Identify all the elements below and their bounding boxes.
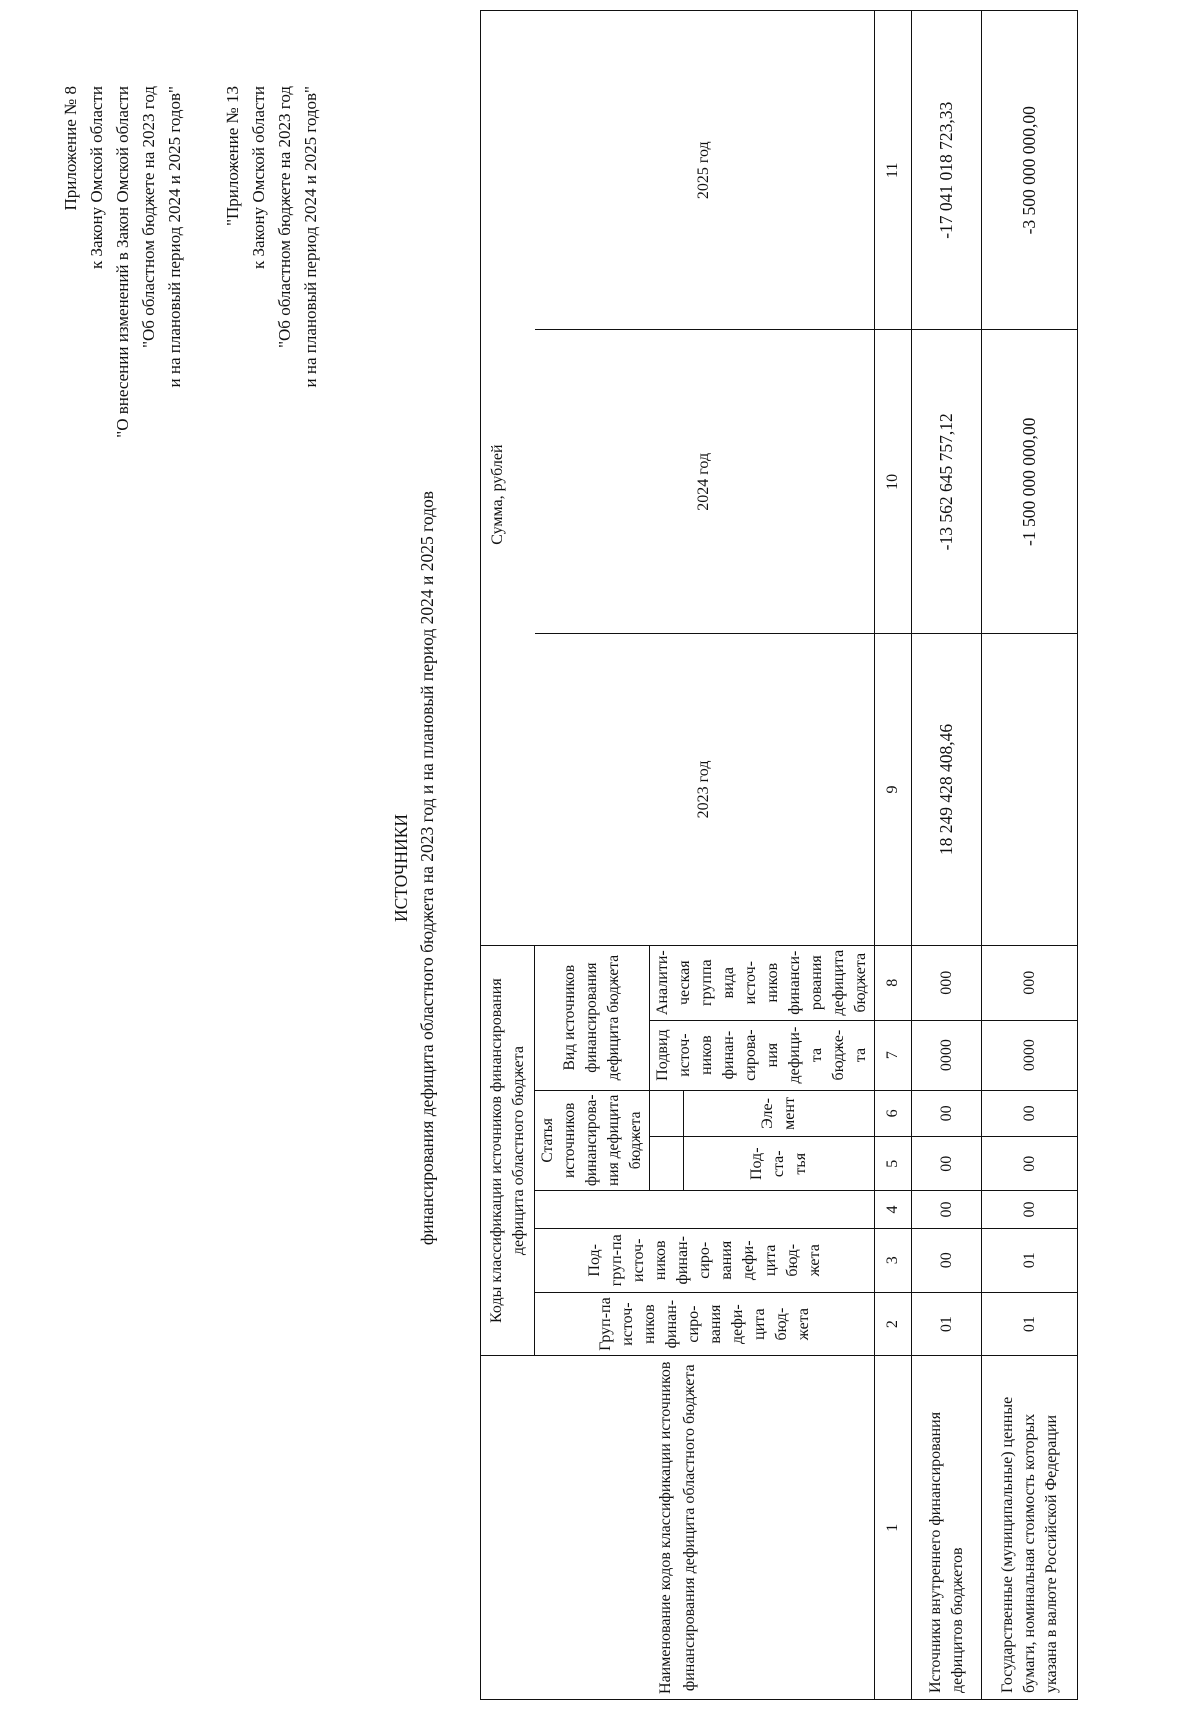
code-cell: 00	[912, 1090, 982, 1137]
header-2024-cell: 2024 год	[535, 330, 875, 634]
header-podvid-cell: Подвид источ-ников финан-сирова-ния дефици-та бюдже-та	[650, 1020, 875, 1090]
column-number: 9	[875, 634, 912, 946]
column-number: 10	[875, 330, 912, 634]
table-row	[912, 11, 982, 1700]
header-article-cell: Статья источников финансирова-ния дефицита бюджета	[535, 1090, 650, 1191]
column-number: 8	[875, 945, 912, 1020]
code-cell: 00	[912, 1228, 982, 1292]
code-cell: 0000	[982, 1020, 1078, 1090]
code-cell: 00	[912, 1137, 982, 1191]
column-number: 11	[875, 11, 912, 331]
header-substatya-cell: Под-ста-тья	[684, 1137, 875, 1191]
column-number-row	[875, 11, 912, 1700]
header-subgroup-cell: Под-груп-па источ-ников финан-сиро-вания дефи-цита бюд-жета	[535, 1228, 875, 1292]
code-cell: 00	[912, 1191, 982, 1229]
header-group-cell: Груп-па источ-ников финан-сиро-вания дефи-цита бюд-жета	[535, 1292, 875, 1356]
amount-2023: 18 249 428 408,46	[912, 634, 982, 946]
code-cell: 00	[982, 1191, 1078, 1229]
column-number: 5	[875, 1137, 912, 1191]
header-name-cell: Наименование кодов классификации источников финансирования дефицита областного бюджета	[481, 1356, 875, 1700]
sources-table	[480, 10, 1078, 1700]
code-cell: 00	[982, 1090, 1078, 1137]
code-cell: 01	[982, 1292, 1078, 1356]
header-sum-cell: Сумма, рублей	[489, 444, 506, 545]
header-line: и на плановый период 2024 и 2025 годов"	[301, 86, 320, 388]
header-2023-cell: 2023 год	[535, 634, 875, 946]
amount-2024: -13 562 645 757,12	[912, 330, 982, 634]
header-element-cell: Эле-мент	[684, 1090, 875, 1137]
column-number: 3	[875, 1228, 912, 1292]
code-cell: 000	[982, 945, 1078, 1020]
amount-2024: -1 500 000 000,00	[982, 330, 1078, 634]
header-line: "О внесении изменений в Закон Омской области	[113, 86, 132, 438]
header-line: Приложение № 8	[61, 86, 80, 211]
header-line: "Приложение № 13	[223, 86, 242, 226]
header-codes-cell: Коды классификации источников финансирования дефицита областного бюджета	[481, 945, 535, 1356]
table-row	[982, 11, 1078, 1700]
amount-2023	[982, 634, 1078, 946]
column-number: 2	[875, 1292, 912, 1356]
code-cell: 01	[982, 1228, 1078, 1292]
column-number: 1	[875, 1356, 912, 1700]
header-line: "Об областном бюджете на 2023 год	[275, 86, 294, 348]
code-cell: 0000	[912, 1020, 982, 1090]
amount-2025: -3 500 000 000,00	[982, 11, 1078, 331]
header-line: к Закону Омской области	[87, 86, 106, 269]
header-line: и на плановый период 2024 и 2025 годов"	[165, 86, 184, 388]
document-title	[388, 0, 440, 1736]
header-analytic-cell: Аналити-ческая группа вида источ-ников финанси-рования дефицита бюджета	[650, 945, 875, 1020]
header-2025-cell: 2025 год	[535, 11, 875, 331]
row-name: Государственные (муниципальные) ценные бумаги, номинальная стоимость которых указана в валюте Российской Федерации	[982, 1356, 1078, 1700]
column-number: 4	[875, 1191, 912, 1229]
row-name: Источники внутреннего финансирования дефицитов бюджетов	[912, 1356, 982, 1700]
title-main: ИСТОЧНИКИ	[391, 814, 411, 922]
appendix-header-new	[58, 86, 188, 438]
amount-2025: -17 041 018 723,33	[912, 11, 982, 331]
code-cell: 01	[912, 1292, 982, 1356]
code-cell: 000	[912, 945, 982, 1020]
header-line: к Закону Омской области	[249, 86, 268, 269]
column-number: 7	[875, 1020, 912, 1090]
appendix-header-old	[220, 86, 324, 387]
code-cell: 00	[982, 1137, 1078, 1191]
title-sub: финансирования дефицита областного бюджета на 2023 год и на плановый период 2024 и 2025 годов	[417, 490, 437, 1246]
header-vid-cell: Вид источников финансирования дефицита бюджета	[535, 945, 650, 1090]
column-number: 6	[875, 1090, 912, 1137]
header-line: "Об областном бюджете на 2023 год	[139, 86, 158, 348]
